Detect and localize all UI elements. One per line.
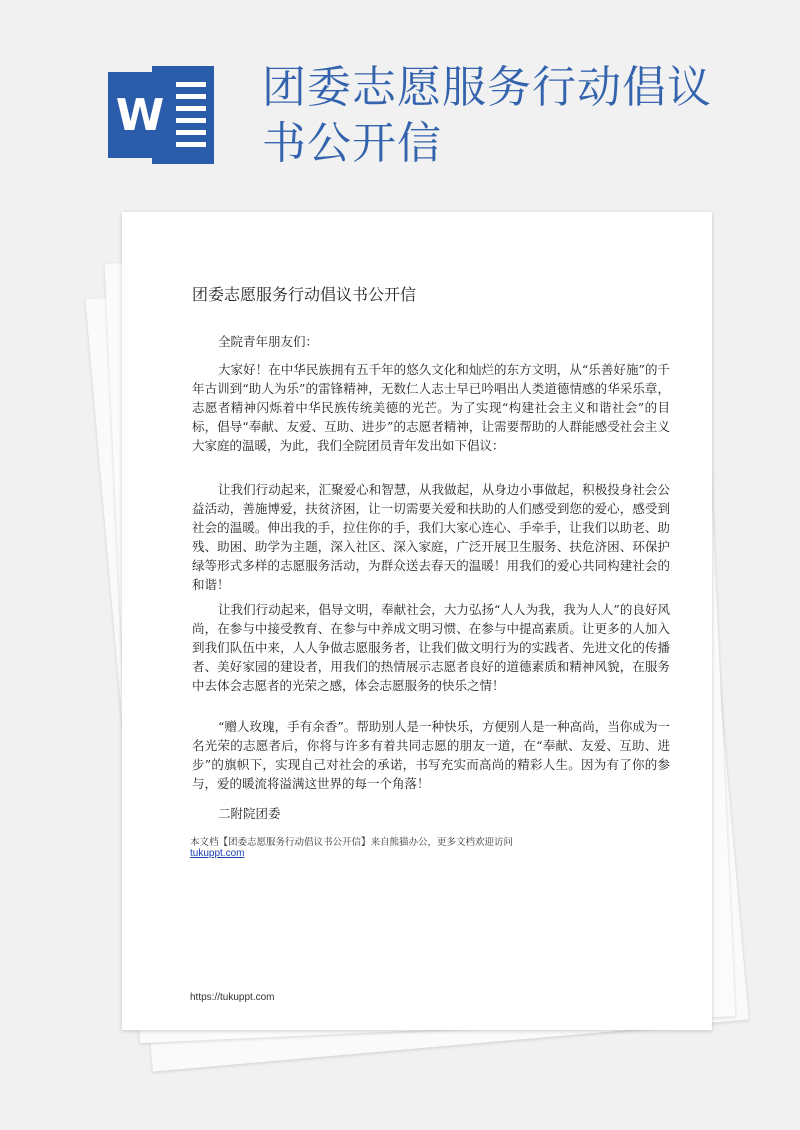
document-page — [122, 212, 712, 1030]
paragraph-1: 大家好！在中华民族拥有五千年的悠久文化和灿烂的东方文明，从“乐善好施”的千年古训到“助人为乐”的雷锋精神，无数仁人志士早已吟唱出人类道德情感的华采乐章，志愿者精神闪烁着中华民族传统美德的光芒。为了实现“构建社会主义和谐社会”的目标，倡导“奉献、友爱、互助、进步”的志愿者精神，让需要帮助的人群能感受社会主义大家庭的温暖，为此，我们全院团员青年发出如下倡议： — [192, 362, 670, 453]
footer-note: 本文档【团委志愿服务行动倡议书公开信】来自熊猫办公，更多文档欢迎访问 — [190, 837, 514, 848]
footer-link[interactable]: tukuppt.com — [190, 848, 245, 859]
header-title: 团委志愿服务行动倡议书公开信 — [262, 62, 712, 169]
paragraph-3: 让我们行动起来，倡导文明，奉献社会，大力弘扬“人人为我，我为人人”的良好风尚，在参与中接受教育、在参与中养成文明习惯、在参与中提高素质。让更多的人加入到我们队伍中来，人人争做志愿服务者，让我们做文明行为的实践者、先进文化的传播者、美好家园的建设者，用我们的热情展示志愿者良好的道德素质和精神风貌，在服务中去体会志愿者的光荣之感，体会志愿服务的快乐之情！ — [192, 602, 670, 693]
paragraph-2: 让我们行动起来，汇聚爱心和智慧，从我做起，从身边小事做起，积极投身社会公益活动，善施博爱，扶贫济困，让一切需要关爱和扶助的人们感受到您的爱心，感受到社会的温暖。伸出我的手，拉住你的手，我们大家心连心、手牵手，让我们以助老、助残、助困、助学为主题，深入社区、深入家庭，广泛开展卫生服务、扶危济困、环保护绿等形式多样的志愿服务活动，为群众送去春天的温暖！用我们的爱心共同构建社会的和谐！ — [192, 482, 670, 592]
word-logo-icon — [108, 66, 216, 164]
signature: 二附院团委 — [218, 806, 281, 821]
word-letter: W — [108, 72, 172, 158]
bottom-url: https://tukuppt.com — [190, 992, 275, 1003]
paragraph-4: “赠人玫瑰，手有余香”。帮助别人是一种快乐，方便别人是一种高尚，当你成为一名光荣的志愿者后，你将与许多有着共同志愿的朋友一道，在“奉献、友爱、互助、进步”的旗帜下，实现自己对社会的承诺，书写充实而高尚的精彩人生。因为有了你的参与，爱的暖流将溢满这世界的每一个角落！ — [192, 719, 670, 791]
greeting: 全院青年朋友们： — [218, 334, 319, 349]
document-title: 团委志愿服务行动倡议书公开信 — [192, 285, 417, 304]
